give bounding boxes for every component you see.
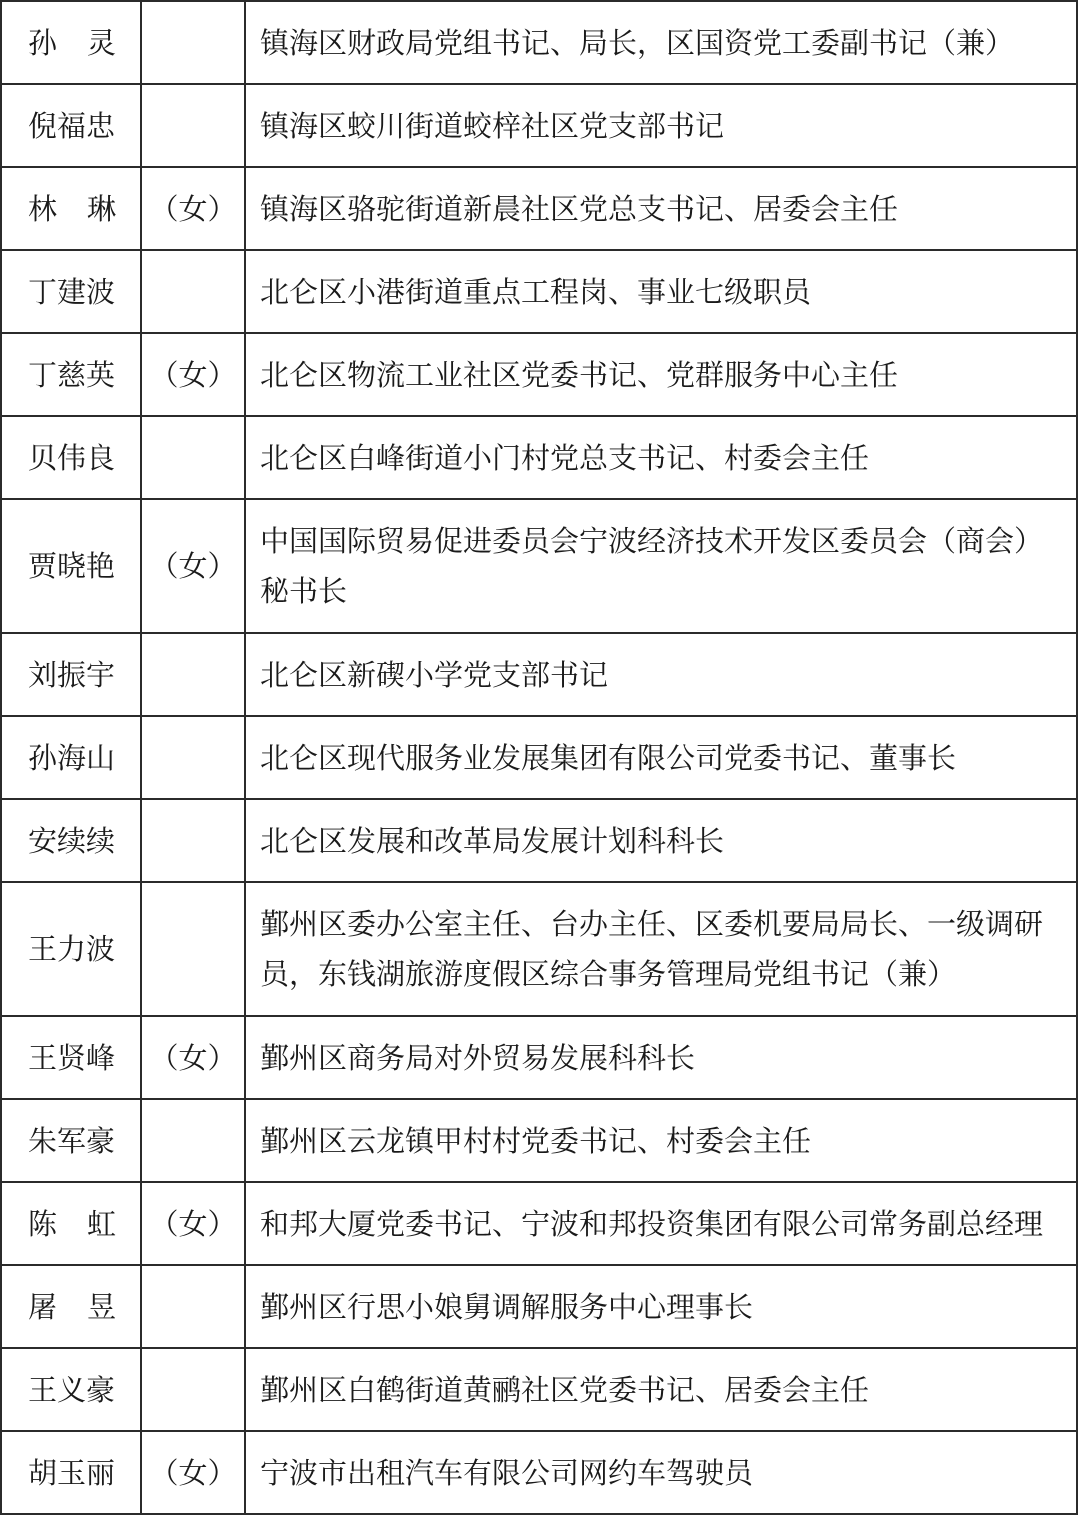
member-name: 林琳: [1, 167, 141, 250]
member-gender-note: （女）: [141, 1182, 245, 1265]
member-position: 鄞州区白鹤街道黄鹂社区党委书记、居委会主任: [245, 1348, 1077, 1431]
member-name: 丁慈英: [1, 333, 141, 416]
member-name: 刘振宇: [1, 633, 141, 716]
member-gender-note: [141, 1, 245, 84]
table-row: [1, 1182, 1077, 1265]
member-name: 胡玉丽: [1, 1431, 141, 1514]
member-name: 朱军豪: [1, 1099, 141, 1182]
member-name: 王贤峰: [1, 1016, 141, 1099]
member-gender-note: [141, 716, 245, 799]
table-row: [1, 416, 1077, 499]
member-position: 鄞州区云龙镇甲村村党委书记、村委会主任: [245, 1099, 1077, 1182]
member-position: 宁波市出租汽车有限公司网约车驾驶员: [245, 1431, 1077, 1514]
table-row: [1, 1016, 1077, 1099]
table-row: [1, 167, 1077, 250]
table-row: [1, 84, 1077, 167]
member-gender-note: （女）: [141, 167, 245, 250]
table-row: [1, 799, 1077, 882]
roster-body: [1, 1, 1077, 1514]
table-row: [1, 1348, 1077, 1431]
member-gender-note: （女）: [141, 1431, 245, 1514]
table-row: [1, 1265, 1077, 1348]
table-row: [1, 1, 1077, 84]
member-position: 镇海区骆驼街道新晨社区党总支书记、居委会主任: [245, 167, 1077, 250]
member-gender-note: [141, 84, 245, 167]
member-name: 孙海山: [1, 716, 141, 799]
table-row: [1, 633, 1077, 716]
member-position: 鄞州区委办公室主任、台办主任、区委机要局局长、一级调研员，东钱湖旅游度假区综合事务管理局党组书记（兼）: [245, 882, 1077, 1016]
member-position: 北仑区物流工业社区党委书记、党群服务中心主任: [245, 333, 1077, 416]
member-name: 屠昱: [1, 1265, 141, 1348]
member-gender-note: [141, 416, 245, 499]
member-position: 北仑区现代服务业发展集团有限公司党委书记、董事长: [245, 716, 1077, 799]
member-gender-note: [141, 1099, 245, 1182]
member-gender-note: [141, 250, 245, 333]
member-position: 鄞州区商务局对外贸易发展科科长: [245, 1016, 1077, 1099]
member-name: 贝伟良: [1, 416, 141, 499]
member-position: 镇海区蛟川街道蛟梓社区党支部书记: [245, 84, 1077, 167]
member-name: 倪福忠: [1, 84, 141, 167]
member-gender-note: [141, 1265, 245, 1348]
member-position: 中国国际贸易促进委员会宁波经济技术开发区委员会（商会）秘书长: [245, 499, 1077, 633]
member-position: 北仑区白峰街道小门村党总支书记、村委会主任: [245, 416, 1077, 499]
table-row: [1, 1099, 1077, 1182]
member-gender-note: （女）: [141, 333, 245, 416]
member-name: 孙灵: [1, 1, 141, 84]
member-name: 贾晓艳: [1, 499, 141, 633]
member-gender-note: [141, 633, 245, 716]
member-name: 安续续: [1, 799, 141, 882]
member-position: 镇海区财政局党组书记、局长，区国资党工委副书记（兼）: [245, 1, 1077, 84]
member-gender-note: [141, 799, 245, 882]
table-row: [1, 716, 1077, 799]
member-gender-note: [141, 1348, 245, 1431]
table-row: [1, 1431, 1077, 1514]
table-row: [1, 882, 1077, 1016]
member-name: 陈虹: [1, 1182, 141, 1265]
table-row: [1, 499, 1077, 633]
member-name: 王力波: [1, 882, 141, 1016]
member-position: 北仑区新碶小学党支部书记: [245, 633, 1077, 716]
table-row: [1, 250, 1077, 333]
member-name: 王义豪: [1, 1348, 141, 1431]
member-position: 北仑区发展和改革局发展计划科科长: [245, 799, 1077, 882]
member-gender-note: （女）: [141, 499, 245, 633]
member-position: 鄞州区行思小娘舅调解服务中心理事长: [245, 1265, 1077, 1348]
member-gender-note: （女）: [141, 1016, 245, 1099]
member-gender-note: [141, 882, 245, 1016]
member-name: 丁建波: [1, 250, 141, 333]
member-position: 北仑区小港街道重点工程岗、事业七级职员: [245, 250, 1077, 333]
member-position: 和邦大厦党委书记、宁波和邦投资集团有限公司常务副总经理: [245, 1182, 1077, 1265]
table-row: [1, 333, 1077, 416]
